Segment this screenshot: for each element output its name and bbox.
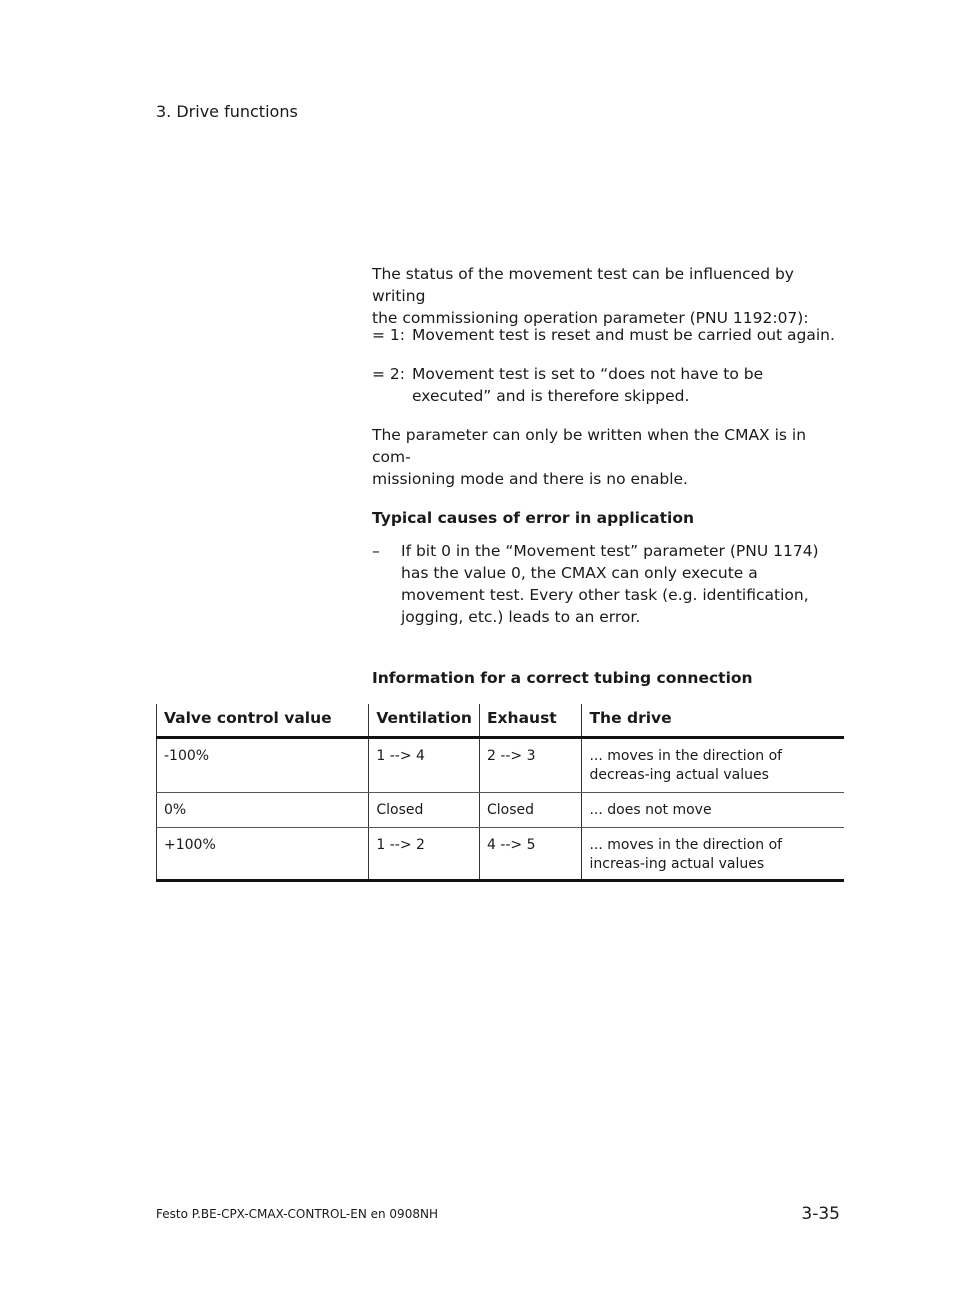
cell-drive: ... moves in the direction of increas-ing actual values — [582, 828, 844, 881]
cell-ventilation: 1 --> 4 — [369, 738, 480, 793]
tubing-table — [156, 704, 844, 882]
note-paragraph — [372, 424, 844, 490]
header-the-drive: The drive — [582, 704, 844, 738]
tubing-heading: Information for a correct tubing connection — [372, 669, 753, 687]
cell-valve: 0% — [157, 793, 369, 828]
option-2-label: = 2: — [372, 365, 405, 383]
error-bullet-text: If bit 0 in the “Movement test” parameter (PNU 1174) has the value 0, the CMAX can only execute a movement test. Every other task (e.g. identification, jogging, etc.) leads to an error. — [401, 542, 819, 626]
intro-line-2: the commissioning operation parameter (PNU 1192:07): — [372, 309, 809, 327]
header-ventilation: Ventilation — [369, 704, 480, 738]
cell-valve: -100% — [157, 738, 369, 793]
footer-document-id: Festo P.BE-CPX-CMAX-CONTROL-EN en 0908NH — [156, 1207, 438, 1221]
cell-ventilation: 1 --> 2 — [369, 828, 480, 881]
option-1-label: = 1: — [372, 326, 405, 344]
note-line-1: The parameter can only be written when the CMAX is in com- — [372, 426, 807, 466]
table-row — [157, 793, 845, 828]
table-header-row — [157, 704, 845, 738]
cell-drive: ... moves in the direction of decreas-ing actual values — [582, 738, 844, 793]
cell-exhaust: 2 --> 3 — [479, 738, 582, 793]
cell-valve: +100% — [157, 828, 369, 881]
cell-exhaust: 4 --> 5 — [479, 828, 582, 881]
option-1-text: Movement test is reset and must be carried out again. — [412, 326, 835, 344]
table-row — [157, 738, 845, 793]
intro-paragraph — [372, 263, 844, 329]
intro-line-1: The status of the movement test can be influenced by writing — [372, 265, 794, 305]
bullet-dash: – — [372, 542, 380, 560]
note-line-2: missioning mode and there is no enable. — [372, 470, 688, 488]
error-bullet-item — [372, 540, 844, 628]
option-2-text: Movement test is set to “does not have to be executed” and is therefore skipped. — [412, 365, 764, 405]
table-row — [157, 828, 845, 881]
errors-heading: Typical causes of error in application — [372, 509, 694, 527]
option-2 — [372, 363, 844, 407]
option-1 — [372, 324, 844, 346]
cell-ventilation: Closed — [369, 793, 480, 828]
page-number: 3-35 — [801, 1204, 840, 1224]
header-valve-control-value: Valve control value — [157, 704, 369, 738]
running-header: 3. Drive functions — [156, 102, 298, 121]
header-exhaust: Exhaust — [479, 704, 582, 738]
cell-drive: ... does not move — [582, 793, 844, 828]
cell-exhaust: Closed — [479, 793, 582, 828]
